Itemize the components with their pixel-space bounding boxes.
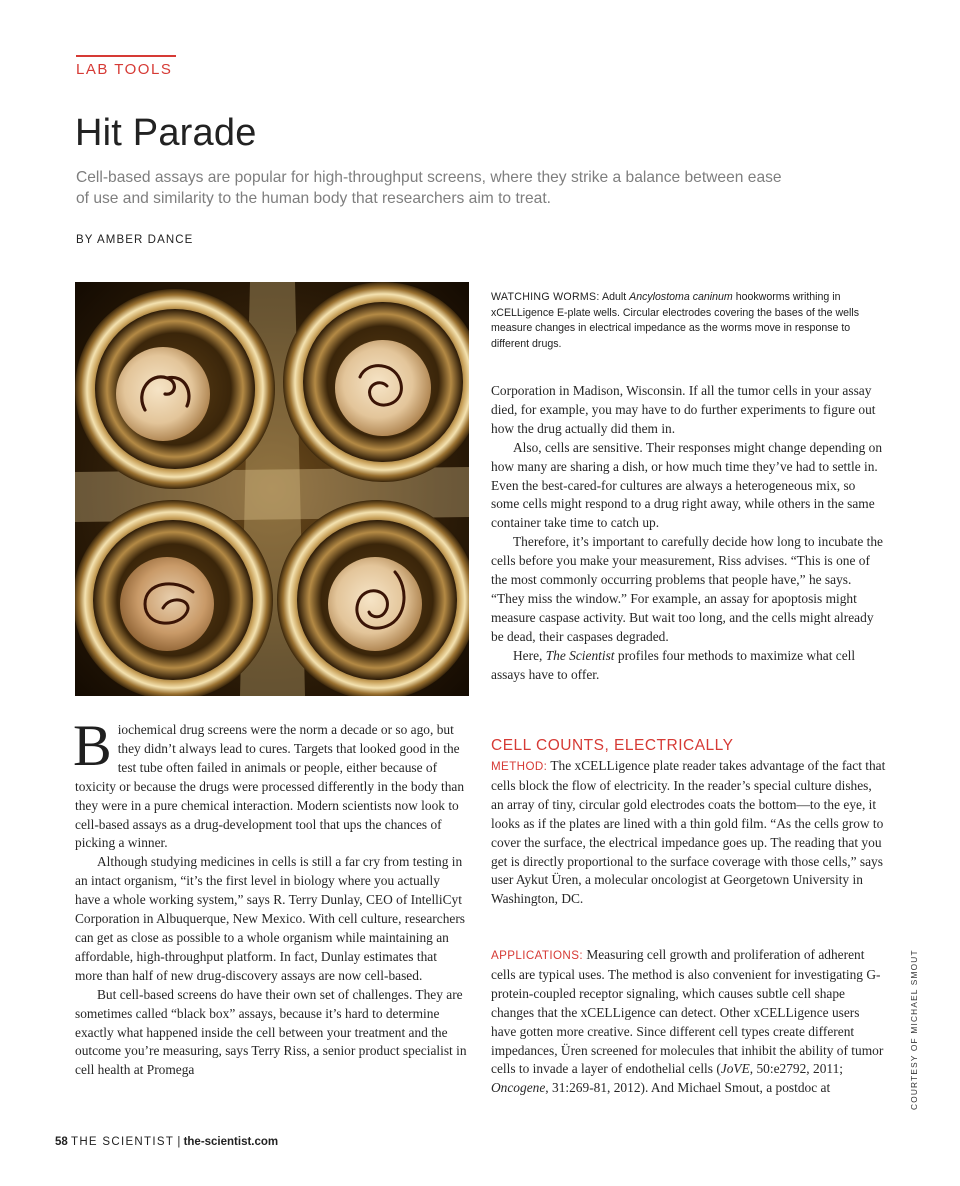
article-title: Hit Parade — [75, 112, 257, 154]
byline: BY AMBER DANCE — [76, 234, 194, 246]
section-rule — [76, 55, 176, 57]
caption-text-end: hookworms writhing in xCELLigence E-plate wells. Circular electrodes covering the bases of the wells measure changes in electrical impedance as the worms move in response to different drugs. — [491, 291, 860, 350]
article-dek: Cell-based assays are popular for high-throughput screens, where they strike a balance between ease of use and similarity to the human body that researchers aim to treat. — [76, 169, 782, 207]
citation-journal-1: JoVE — [720, 1061, 750, 1077]
magazine-name: THE SCIENTIST — [71, 1136, 175, 1148]
left-paragraph-1-text: iochemical drug screens were the norm a decade or so ago, but they didn’t always lead to cures. Targets that looked good in the test tube often failed in animals or people, either because of toxicity or because the drugs were processed differently in the body than they were in a pure chemical interaction. Modern scientists now look to cell-based assays as a drug-development tool that ups the chances of picking a winner. — [75, 722, 465, 851]
left-paragraph-2: Although studying medicines in cells is still a far cry from testing in an intact organism, “it’s the first level in biology where you actually have a whole working system,” says R. Terry Dunlay, CEO of IntelliCyt Corporation in Albuquerque, New Mexico. With cell culture, researchers can get as close as possible to a whole organism while maintaining an affordable, high-throughput platform. In fact, Dunlay estimates that more than half of new drug-discovery assays are now cell-based. — [75, 854, 466, 983]
page-footer — [55, 1136, 278, 1148]
publication-name: The Scientist — [545, 647, 615, 663]
method-label: METHOD: — [491, 760, 548, 773]
section-subhead: CELL COUNTS, ELECTRICALLY — [491, 737, 734, 754]
right-paragraph-4-end: profiles four methods to maximize what cell assays have to offer. — [491, 647, 856, 682]
well-top-left — [75, 289, 275, 489]
hookworm-wells-photo — [75, 282, 469, 696]
left-paragraph-1 — [73, 713, 467, 853]
right-paragraph-2: Also, cells are sensitive. Their responses might change depending on how many are sharing a dish, or how much time they’ve had to settle in. Even the best-cared-for cultures are always a heterogeneous mix, so some cells might respond to a drug right away, while others in the same container take time to catch up. — [491, 439, 883, 531]
right-paragraph-1: Corporation in Madison, Wisconsin. If all the tumor cells in your assay died, for example, you may have to do further experiments to figure out how the drug actually did them in. — [491, 383, 876, 436]
magazine-url: the-scientist.com — [183, 1136, 279, 1148]
left-paragraph-3: But cell-based screens do have their own set of challenges. They are sometimes called “black box” assays, because it’s hard to determine exactly what happened inside the cell between your treatment and the outcome you’re measuring, says Terry Riss, a senior product specialist in cell health at Promega — [75, 986, 467, 1078]
footer-separator: | — [177, 1136, 181, 1148]
well-bottom-left — [75, 500, 273, 696]
right-column-intro — [491, 382, 886, 685]
applications-text-3: , 31:269-81, 2012). And Michael Smout, a postdoc at — [545, 1080, 831, 1096]
left-column — [73, 713, 467, 1080]
caption-text-start: Adult — [599, 291, 630, 303]
method-text: The xCELLigence plate reader takes advantage of the fact that cells block the flow of electricity. In the reader’s special culture dishes, an array of tiny, circular gold electrodes coats the bottom—to the eye, it looks as if the plates are lined with a thin gold film. “As the cells grow to cover the surface, the electrical impedance goes up. The reading that you get is directly proportional to the surface coverage with those cells,” says user Aykut Üren, a molecular oncologist at Georgetown University in Washington, DC. — [491, 758, 886, 907]
method-section — [491, 757, 886, 909]
page-number: 58 — [55, 1136, 68, 1148]
photo-credit: COURTESY OF MICHAEL SMOUT — [909, 949, 919, 1110]
caption-species: Ancylostoma caninum — [629, 291, 733, 303]
photo-caption — [491, 290, 886, 352]
dropcap: B — [73, 713, 112, 778]
applications-paragraph — [491, 946, 886, 1098]
right-paragraph-4-start: Here, — [513, 647, 546, 663]
right-paragraph-3: Therefore, it’s important to carefully decide how long to incubate the cells before you make your measurement, Riss advises. “This is one of the most commonly occurring problems that people have,” he says. “They miss the window.” For example, an assay for apoptosis might measure caspase activity. But wait too long, and the cells might already be dead, their caspases degraded. — [491, 534, 883, 644]
applications-text-1: Measuring cell growth and proliferation of adherent cells are typical uses. The method is also convenient for investigating G-protein-coupled receptor signaling, which causes subtle cell shape changes that the xCELLigence can detect. Other xCELLigence users have gotten more creative. Since different cell types create different impedances, Üren screened for molecules that inhibit the ability of tumor cells to invade a layer of endothelial cells ( — [491, 947, 884, 1077]
citation-journal-2: Oncogene — [491, 1080, 546, 1096]
applications-section — [491, 946, 886, 1098]
applications-label: APPLICATIONS: — [491, 949, 583, 962]
wells-illustration — [75, 282, 469, 696]
section-label: LAB TOOLS — [76, 61, 173, 78]
applications-text-2: , 50:e2792, 2011; — [749, 1061, 844, 1077]
caption-lead: WATCHING WORMS: — [491, 291, 600, 303]
right-paragraph-4 — [491, 647, 886, 685]
method-paragraph — [491, 757, 886, 909]
